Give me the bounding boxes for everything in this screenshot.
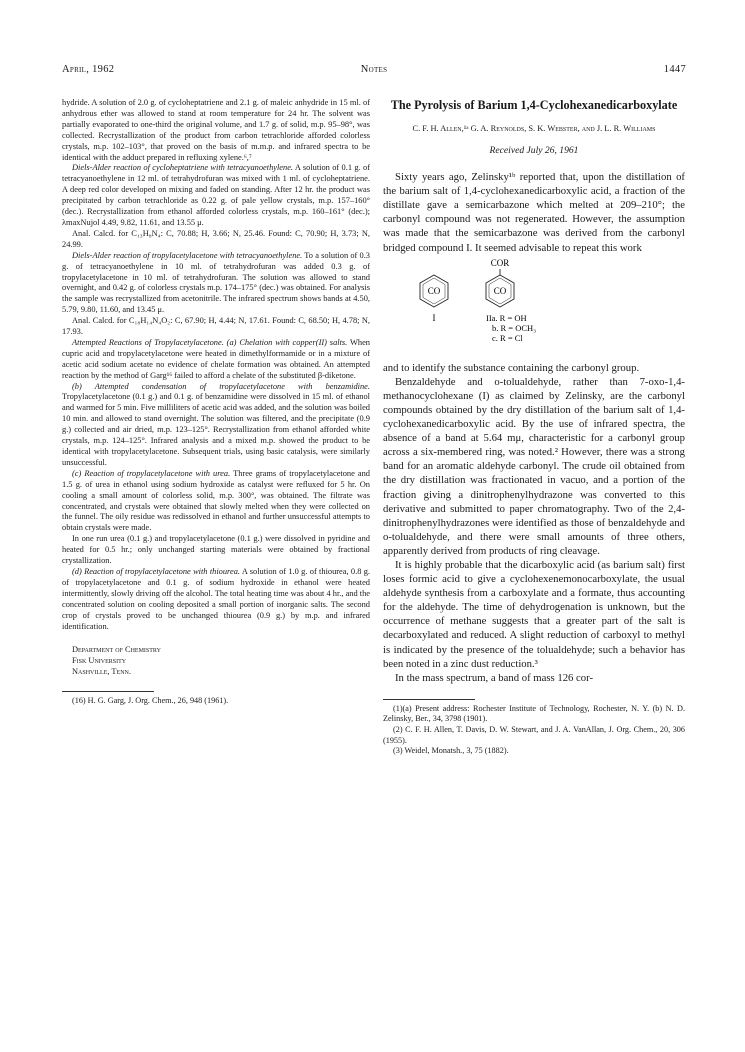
co-label-ii: CO: [493, 285, 507, 296]
received-date: Received July 26, 1961: [489, 145, 579, 156]
article-title: The Pyrolysis of Barium 1,4-Cyclohexanedicarboxylate: [390, 98, 678, 112]
analysis-paragraph: Anal. Calcd. for C₁₃H₈N₄: C, 70.88; H, 3.66; N, 25.46. Found: C, 70.90; H, 3.73; N, 24.99.: [62, 228, 370, 249]
affiliation-university: Fisk University: [72, 656, 127, 666]
authors: C. F. H. Allen,¹ᵃ G. A. Reynolds, S. K. Webster, and J. L. R. Williams: [412, 124, 656, 133]
header-section: Notes: [360, 64, 388, 75]
structures-figure: [383, 257, 685, 357]
footnote-16: (16) H. G. Garg, J. Org. Chem., 26, 948 (1961).: [72, 696, 229, 706]
paragraph-heading: Diels-Alder reaction of tropylacetylacetone with tetracyanoethylene.: [72, 250, 303, 260]
right-column: [383, 98, 685, 757]
paragraph: hydride. A solution of 2.0 g. of cycloheptatriene and 2.1 g. of maleic anhydride in 15 ml. of anhydrous ether was allowed to stand at room temperature for 24 hr. The solvent was partially evaporated to one-third the original volume, and 1.7 g. of solid, m.p. 95–98°, was collected. Recrystallization of the product from carbon tetrachloride afforded colorless crystals, m.p. 102–103°, that proved on the basis of m.m.p. and infrared spectra to be identical with the adduct prepared in refluxing xylene.⁶,⁷: [62, 98, 370, 162]
page-number: 1447: [663, 64, 686, 75]
paragraph: It is highly probable that the dicarboxylic acid (as barium salt) first loses formic acid to give a cyclohexenemonocarboxylate, the usual aldehyde synthesis from a carboxylate and a formate, thus accounting for the aldehyde. The time of dehydrogenation is unknown, but the occurrence of methane suggests that a greater part of the salt is decarboxylated and reduced. A slight reduction of carboxyl to methyl is indicated by the presence of the tolualdehyde; such a behavior has been noted in a zinc dust reduction.³: [383, 558, 685, 670]
affiliation: [62, 644, 370, 677]
paragraph: Diels-Alder reaction of tropylacetylacetone with tetracyanoethylene. To a solution of 0.3 g. of tetracyanoethylene in 10 ml. of tetrahydrofuran was added 0.3 g. of tropylacetylacetone in 10 ml. of tetrahydrofuran. The solution was allowed to stand overnight, and 0.42 g. of colorless crystals m.p. 174–175° (dec.) was obtained. For analysis the sample was recrystallized from acetonitrile. The infrared spectrum shows bands at 4.50, 5.79, 9.80, 11.60, and 13.45 μ.: [62, 250, 370, 315]
paragraph: Attempted Reactions of Tropylacetylacetone. (a) Chelation with copper(II) salts. When cupric acid and tropylacetylacetone were heated in dimethylformamide or in a mixture of acetic acid sodium acetate no evidence of chelate formation was obtained. An attempted reaction by the method of Garg¹⁶ failed to afford a chelate of the substituted β-diketone.: [62, 337, 370, 380]
structure-iib-label: b. R = OCH₃: [492, 322, 537, 333]
structure-iia-label: IIa. R = OH: [486, 312, 527, 323]
footnote-rule: [62, 691, 154, 692]
affiliation-dept: Department of Chemistry: [72, 645, 161, 655]
paragraph: Benzaldehyde and o-tolualdehyde, rather than 7-oxo-1,4-methanocyclohexane (I) as claimed by Zelinsky, are the carbonyl compounds obtained by the dry distillation of the barium salt of 1,4-cyclohexanedicarboxylic acid. By the use of infrared spectra, the absence of a band at 5.64 mμ, characteristic for a carbonyl group across a six-membered ring, was noted.² However, there was a strong band for an aromatic aldehyde carbonyl. The crude oil obtained from the dry distillation was fractionated in vacuo, and a portion of the fraction giving a dinitrophenylhydrazone was converted to this derivative and submitted to paper chromatography. Two of the 2,4-dinitrophenylhydrazones were identified as those of benzaldehyde and o-tolualdehyde, and there were small amounts of three others, apparently derived from products of ring cleavage.: [383, 375, 685, 557]
cor-label: COR: [490, 257, 510, 268]
structure-i-label: I: [432, 312, 436, 323]
footnote-2: (2) C. F. H. Allen, T. Davis, D. W. Stewart, and J. A. VanAllan, J. Org. Chem., 20, 306 (1955).: [383, 725, 685, 745]
co-label-i: CO: [427, 285, 441, 296]
paragraph: (d) Reaction of tropylacetylacetone with thiourea. A solution of 1.0 g. of thiourea, 0.8 g. of tropylacetylacetone and 0.1 g. of sodium hydroxide in ethanol were heated intermittently, slowly driving off the alcohol. The total heating time was about 4 hr., and the concentrated solution on cooling deposited a small portion of inorganic salts. The second crop of crystals proved to be unchanged thiourea (0.9 g.) by m.p. and infrared identification.: [62, 566, 370, 631]
chemical-structures: [383, 257, 685, 357]
running-header: [62, 64, 686, 78]
paragraph: and to identify the substance containing the carbonyl group.: [383, 361, 640, 374]
left-column: [62, 98, 370, 707]
paragraph: In one run urea (0.1 g.) and tropylacetylacetone (0.1 g.) were dissolved in pyridine and heated for 0.5 hr.; only unchanged starting materials were obtained by fractional crystallization.: [62, 534, 370, 566]
paragraph: (c) Reaction of tropylacetylacetone with urea. Three grams of tropylacetylacetone and 1.5 g. of urea in ethanol using sodium hydroxide as catalyst were refluxed for 5 hr. On cooling a small amount of colorless solid, m.p. 300°, was obtained. The filtrate was concentrated, and crystals were obtained that slowly melted when they were collected on the funnel. The oily residue was redissolved in ethanol and further unsuccessful attempts to obtain crystals were made.: [62, 468, 370, 533]
affiliation-city: Nashville, Tenn.: [72, 667, 131, 677]
structure-iic-label: c. R = Cl: [492, 332, 523, 343]
paragraph: Diels-Alder reaction of cycloheptatriene with tetracyanoethylene. A solution of 0.1 g. of tetracyanoethylene in 12 ml. of tetrahydrofuran was mixed with 1 ml. of cycloheptatriene. A deep red color developed on mixing and faded on standing. After 12 hr. the product was precipitated by carbon tetrachloride as 0.22 g. of pale yellow crystals, m.p. 157–160° (dec.). Recrystallization from ethanol afforded colorless crystals, m.p. 160–161° (dec.); λmaxNujol 4.49, 9.82, 11.61, and 13.55 μ.: [62, 163, 370, 227]
paragraph: In the mass spectrum, a band of mass 126 cor-: [395, 671, 594, 684]
footnote-1: (1)(a) Present address: Rochester Institute of Technology, Rochester, N. Y. (b) N. D. Zelinsky, Ber., 34, 3798 (1901).: [383, 703, 685, 724]
footnote-rule: [383, 699, 475, 700]
paragraph: Sixty years ago, Zelinsky¹ᵇ reported that, upon the distillation of the barium salt of 1,4-cyclohexanedicarboxylic acid, a fraction of the distillate gave a semicarbazone which melted at 209–210°; the carbonyl compound was not regenerated. However, the assumption was made that the semicarbazone was derived from the carbonyl bridged compound I. It seemed advisable to repeat this work: [383, 171, 685, 254]
paragraph-heading: (d) Reaction of tropylacetylacetone with thiourea.: [72, 566, 240, 576]
analysis-paragraph: Anal. Calcd. for C₁₈H₁₄N₄O₂: C, 67.90; H, 4.44; N, 17.61. Found: C, 68.50; H, 4.78; N, 17.93.: [62, 316, 370, 337]
paragraph-heading: Diels-Alder reaction of cycloheptatriene with tetracyanoethylene.: [72, 163, 294, 173]
paragraph: (b) Attempted condensation of tropylacetylacetone with benzamidine. Tropylacetylacetone (0.1 g.) and 0.1 g. of benzamidine were dissolved in 15 ml. of ethanol and warmed for 5 min. Five milliliters of acetic acid was added, and the solution was boiled 10 min. and allowed to stand overnight. The solution was filtered, and the precipitate (0.9 g.) collected and air dried, m.p. 123–125°. Recrystallization from ethanol afforded white crystals, m.p. 124–125°. Infrared analysis and a mixed m.p. showed the product to be identical with tropylacetylacetone. Subsequent trials, using basic catalysis, were similarly unsuccessful.: [62, 381, 370, 467]
paragraph-heading: (b) Attempted condensation of tropylacetylacetone with benzamidine.: [72, 381, 370, 391]
paragraph-heading: Attempted Reactions of Tropylacetylacetone. (a) Chelation with copper(II) salts.: [72, 337, 348, 347]
paragraph-heading: (c) Reaction of tropylacetylacetone with urea.: [72, 468, 231, 478]
footnote-3: (3) Weidel, Monatsh., 3, 75 (1882).: [393, 746, 509, 756]
header-date: April, 1962: [62, 64, 115, 75]
